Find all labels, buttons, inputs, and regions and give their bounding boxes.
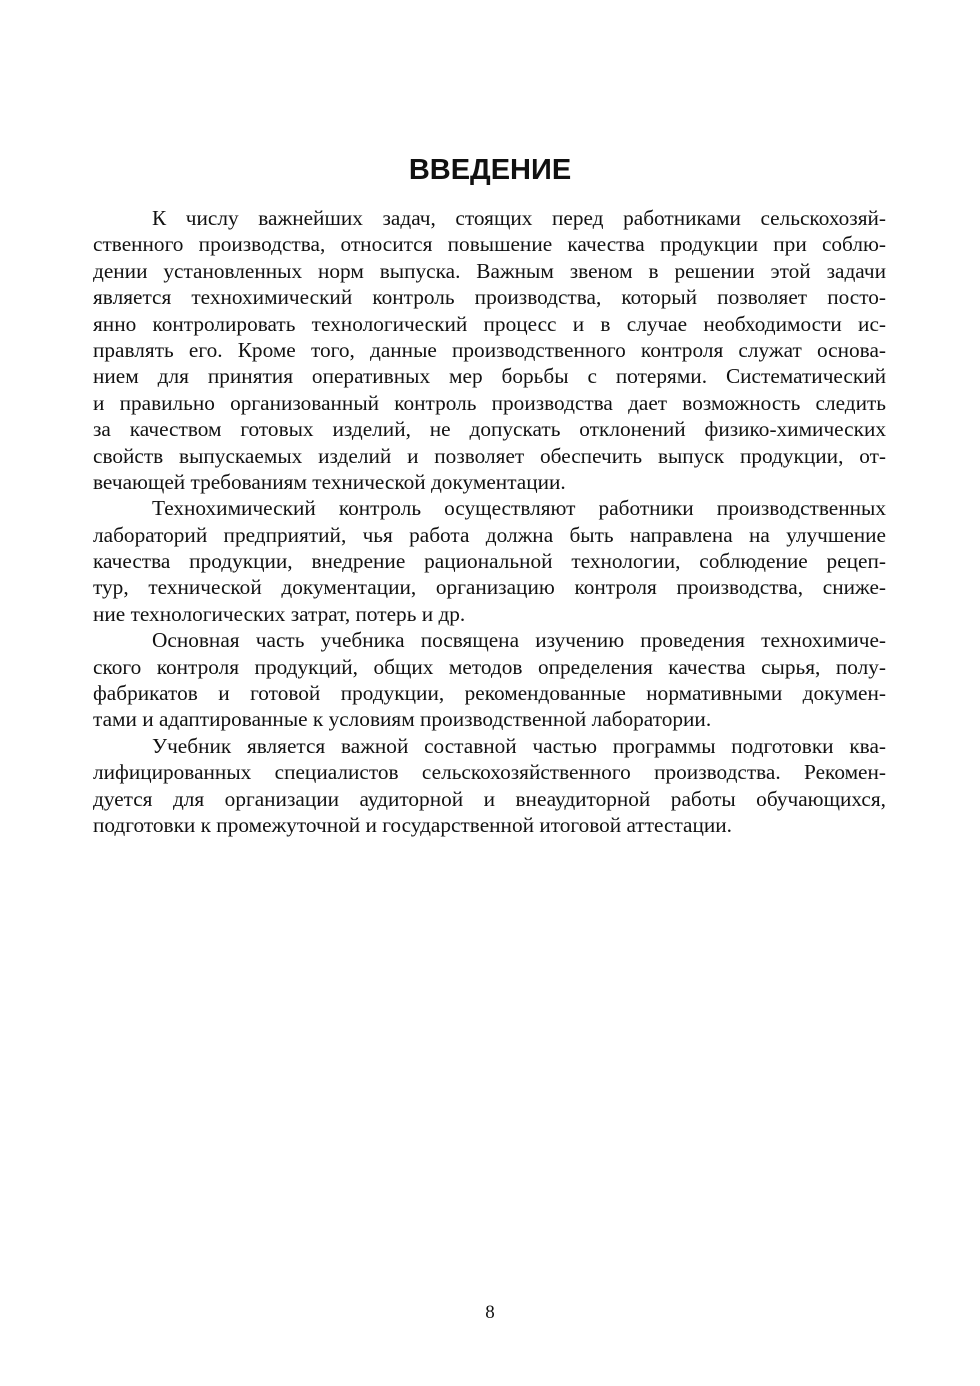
text-line: вечающей требованиям технической документации. — [93, 469, 566, 494]
text-line: ского контроля продукций, общих методов определения качества сырья, полу- — [93, 654, 886, 679]
text-line: лабораторий предприятий, чья работа должна быть направлена на улучшение — [93, 522, 886, 547]
text-line: Технохимический контроль осуществляют работники производственных — [152, 496, 886, 521]
page-title: ВВЕДЕНИЕ — [408, 154, 572, 186]
paragraph-1 — [93, 205, 886, 495]
paragraph-3 — [93, 627, 886, 733]
text-line: фабрикатов и готовой продукции, рекомендованные нормативными докумен- — [93, 681, 886, 706]
text-line: ственного производства, относится повышение качества продукции при соблю- — [93, 232, 886, 257]
text-line: ние технологических затрат, потерь и др. — [93, 601, 466, 626]
text-line: Учебник является важной составной частью программы подготовки ква- — [152, 733, 886, 758]
text-line: К числу важнейших задач, стоящих перед работниками сельскохозяй- — [152, 206, 886, 230]
text-line: и правильно организованный контроль производства дает возможность следить — [93, 390, 886, 415]
text-line: тур, технической документации, организацию контроля производства, сниже- — [93, 575, 886, 600]
text-line: нием для принятия оперативных мер борьбы с потерями. Систематический — [93, 364, 886, 389]
text-line: тами и адаптированные к условиям производственной лаборатории. — [93, 707, 712, 732]
document-body — [93, 205, 886, 838]
text-line: дении установленных норм выпуска. Важным звеном в решении этой задачи — [93, 258, 886, 283]
text-line: качества продукции, внедрение рациональной технологии, соблюдение рецеп- — [93, 549, 886, 574]
text-line: подготовки к промежуточной и государственной итоговой аттестации. — [93, 812, 733, 837]
page-number: 8 — [485, 1302, 495, 1323]
paragraph-2 — [93, 495, 886, 627]
text-line: за качеством готовых изделий, не допускать отклонений физико-химических — [93, 417, 886, 442]
text-line: правлять его. Кроме того, данные производственного контроля служат основа- — [93, 337, 886, 362]
text-line: дуется для организации аудиторной и внеаудиторной работы обучающихся, — [93, 786, 886, 811]
paragraph-4 — [93, 733, 886, 839]
text-line: Основная часть учебника посвящена изучению проведения технохимиче- — [152, 628, 886, 653]
text-line: является технохимический контроль производства, который позволяет посто- — [93, 285, 886, 310]
text-line: свойств выпускаемых изделий и позволяет обеспечить выпуск продукции, от- — [93, 443, 886, 468]
text-line: лифицированных специалистов сельскохозяйственного производства. Рекомен- — [93, 760, 886, 785]
text-line: янно контролировать технологический процесс и в случае необходимости ис- — [93, 311, 886, 336]
